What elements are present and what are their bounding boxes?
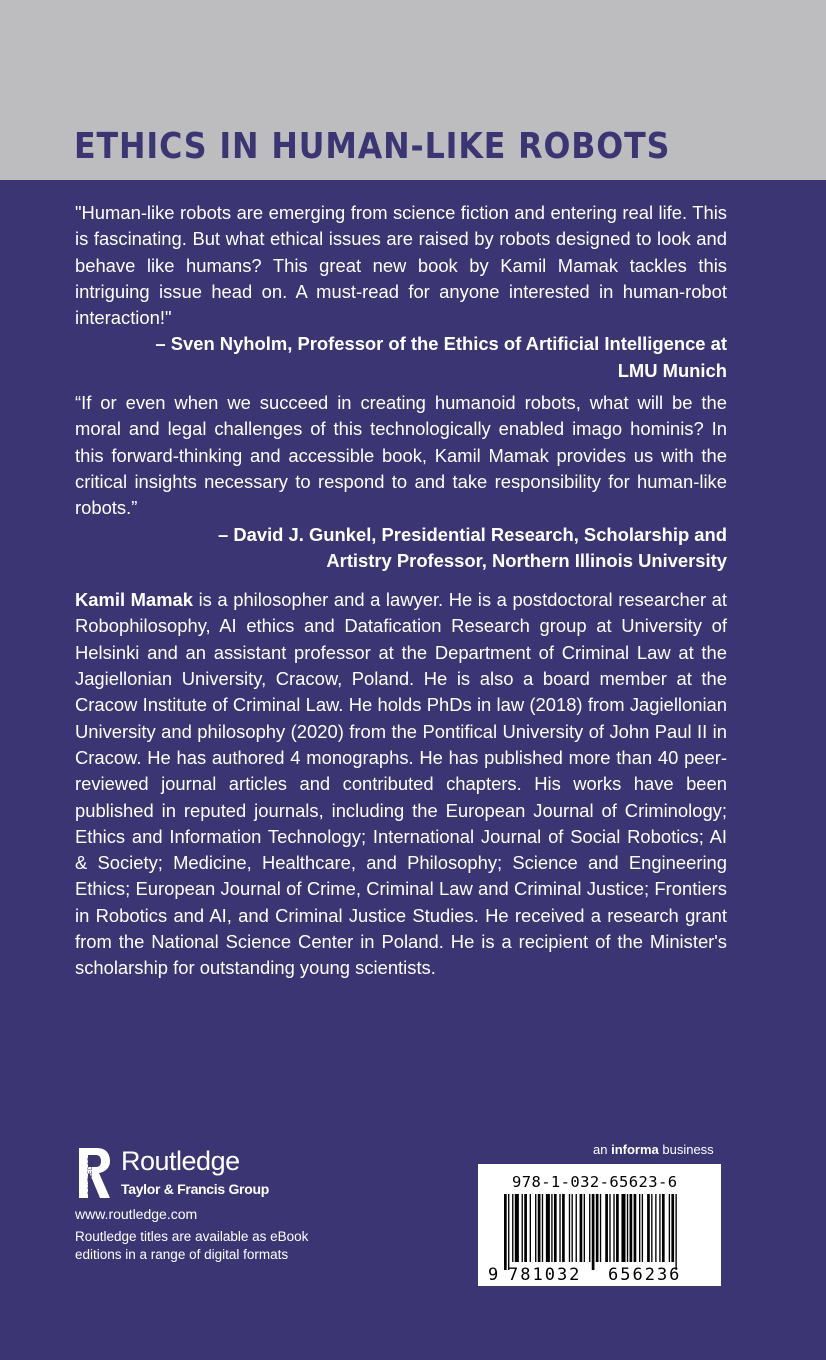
barcode-digits-left: 781032 (508, 1265, 582, 1284)
publisher-group: Taylor & Francis Group (121, 1181, 269, 1197)
barcode-bar (538, 1194, 541, 1262)
back-cover-text (75, 200, 727, 1000)
barcode-bar (530, 1194, 531, 1262)
barcode-bar (504, 1194, 507, 1270)
barcode-bar (580, 1194, 583, 1262)
barcode-icon (486, 1194, 714, 1284)
barcode-bar (576, 1194, 577, 1262)
barcode-digits-right: 656236 (608, 1265, 682, 1284)
barcode-bar (542, 1194, 543, 1262)
barcode-bar (662, 1194, 665, 1262)
endorsement-quote-1: "Human-like robots are emerging from science fiction and entering real life. This is fascinating. But what ethical issues are raised by robots designed to look and behave like humans? This great new book by Kamil Mamak tackles this intriguing issue head on. A must-read for anyone interested in human-robot interaction!" (75, 202, 727, 329)
barcode-bar (535, 1194, 536, 1262)
barcode-bar (642, 1194, 643, 1262)
ebook-note: Routledge titles are available as eBook editions in a range of digital formats (75, 1229, 309, 1262)
endorsement-attribution-2-line1: – David J. Gunkel, Presidential Research, Scholarship and (218, 523, 727, 545)
barcode-bar (551, 1194, 552, 1262)
barcode-bar (609, 1194, 610, 1262)
barcode-bar (627, 1194, 628, 1262)
barcode-bar (559, 1194, 560, 1262)
barcode-bar (639, 1194, 640, 1262)
publisher-block (75, 1146, 335, 1264)
publisher-url: www.routledge.com (75, 1206, 198, 1222)
barcode-bar (589, 1194, 590, 1262)
barcode-bar (592, 1194, 595, 1270)
book-title: ETHICS IN HUMAN-LIKE ROBOTS (74, 126, 671, 167)
barcode-bar (647, 1194, 650, 1262)
barcode-bar (508, 1194, 509, 1270)
endorsement-attribution-1-line1: – Sven Nyholm, Professor of the Ethics of Artificial Intelligence at (155, 333, 727, 355)
isbn-number: 978-1-032-65623-6 (512, 1173, 678, 1191)
barcode-bar (584, 1194, 585, 1262)
informa-brand: informa (611, 1142, 659, 1157)
barcode-bar (546, 1194, 550, 1262)
barcode-bar (572, 1194, 573, 1262)
barcode-bar (600, 1194, 601, 1262)
barcode-bar (522, 1194, 523, 1262)
endorsement-quote-2: “If or even when we succeed in creating humanoid robots, what will be the moral and legal challenges of this technologically enabled imago hominis? In this forward-thinking and accessible book, Kamil Mamak provides us with the critical insights necessary to respond to and take responsibility for human-like robots.” (75, 392, 727, 519)
barcode-bar (655, 1194, 656, 1262)
barcode-bar (569, 1194, 570, 1262)
barcode-bar (616, 1194, 619, 1262)
barcode-bar (634, 1194, 637, 1262)
barcode-bar (669, 1194, 670, 1262)
barcode-bar (554, 1194, 557, 1262)
author-name: Kamil Mamak (75, 589, 194, 611)
routledge-logo-icon (75, 1146, 113, 1200)
barcode-bar (651, 1194, 652, 1262)
barcode-bar (675, 1194, 676, 1270)
informa-tagline: an informa business (593, 1142, 714, 1157)
barcode-digit-first: 9 (488, 1265, 499, 1284)
barcode-bar (659, 1194, 660, 1262)
barcode-bar (596, 1194, 599, 1262)
barcode-bar (515, 1194, 519, 1262)
publisher-name: Routledge (121, 1146, 240, 1176)
author-bio-text: is a philosopher and a lawyer. He is a postdoctoral researcher at Robophilosophy, AI ethics and Datafication Research group at University of Helsinki and an assistant professor at the Department of Criminal Law at the Jagiellonian University, Cracow, Poland. He is also a board member at the Cracow Institute of Criminal Law. He holds PhDs in law (2018) from Jagiellonian University and philosophy (2020) from the Pontifical University of John Paul II in Cracow. He has authored 4 monographs. He has published more than 40 peer-reviewed journal articles and contributed chapters. His works have been published in reputed journals, including the European Journal of Criminology; Ethics and Information Technology; International Journal of Social Robotics; AI & Society; Medicine, Healthcare, and Philosophy; Science and Engineering Ethics; European Journal of Crime, Criminal Law and Criminal Justice; Frontiers in Robotics and AI, and Criminal Justice Studies. He received a research grant from the National Science Center in Poland. He is a recipient of the Minister's scholarship for outstanding young scientists. (75, 589, 728, 979)
endorsement-attribution-1-line2: LMU Munich (617, 359, 727, 381)
barcode-bar (630, 1194, 633, 1262)
barcode-bar (512, 1194, 513, 1262)
barcode-bar (605, 1194, 608, 1262)
barcode-bar (671, 1194, 674, 1262)
author-bio (75, 587, 727, 981)
barcode-bar (524, 1194, 527, 1262)
isbn-barcode (478, 1164, 721, 1286)
endorsement-attribution-2-line2: Artistry Professor, Northern Illinois University (326, 549, 727, 571)
barcode-bar (621, 1194, 625, 1262)
svg-text:ROUTLEDGE: ROUTLEDGE (87, 1157, 94, 1195)
barcode-bar (613, 1194, 614, 1262)
barcode-bar (562, 1194, 565, 1262)
